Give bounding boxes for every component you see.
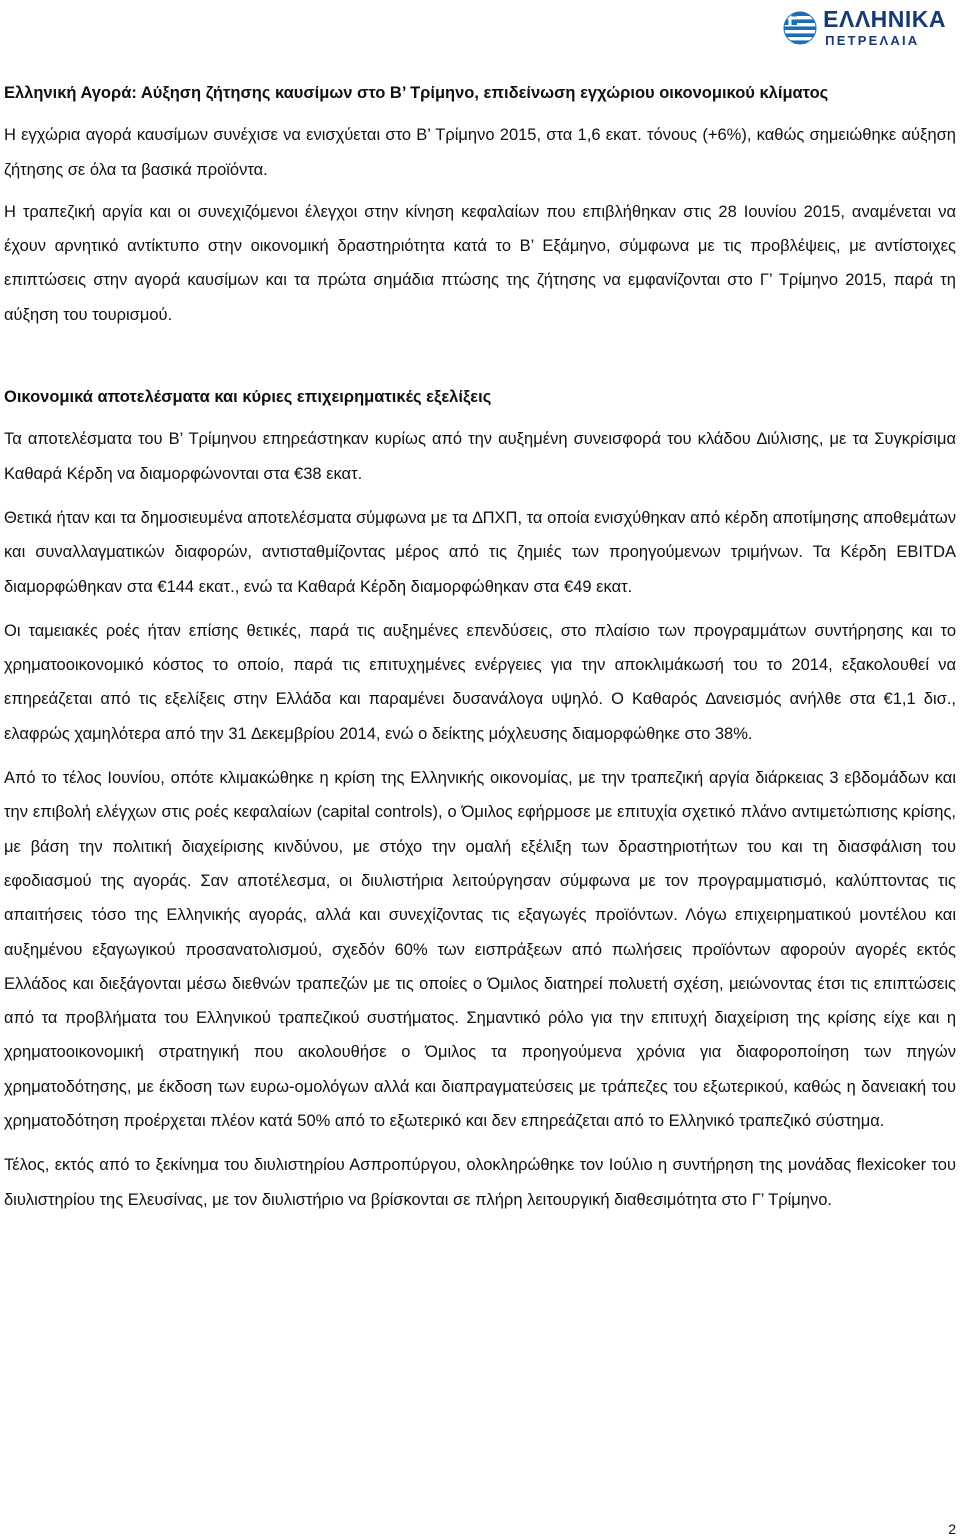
- logo-subtitle: ΠΕΤΡΕΛΑΙΑ: [825, 33, 920, 48]
- section-financial-results: [4, 380, 956, 1217]
- company-logo: [783, 8, 946, 47]
- document-body: [4, 76, 956, 1217]
- paragraph: Η τραπεζική αργία και οι συνεχιζόμενοι έλεγχοι στην κίνηση κεφαλαίων που επιβλήθηκαν στις 28 Ιουνίου 2015, αναμένεται να έχουν αρνητικό αντίκτυπο στην οικονομική δραστηριότητα κατά το Β’ Εξάμηνο, σύμφωνα με τις προβλέψεις, με αντίστοιχες επιπτώσεις στην αγορά καυσίμων και τα πρώτα σημάδια πτώσης της ζήτησης να εμφανίζονται στο Γ’ Τρίμηνο 2015, παρά τη αύξηση του τουρισμού.: [4, 202, 956, 324]
- page-number: 2: [948, 1521, 956, 1537]
- paragraph: Οι ταμειακές ροές ήταν επίσης θετικές, παρά τις αυξημένες επενδύσεις, στο πλαίσιο των προγραμμάτων συντήρησης και το χρηματοοικονομικό κόστος το οποίο, παρά τις επιτυχημένες ενέργειες για την αποκλιμάκωσή του το 2014, εξακολουθεί να επηρεάζεται από τις εξελίξεις στην Ελλάδα και παραμένει δυσανάλογα υψηλό. Ο Καθαρός ∆ανεισμός ανήλθε στα €1,1 δισ., ελαφρώς χαμηλότερα από την 31 ∆εκεμβρίου 2014, ενώ ο δείκτης μόχλευσης διαμορφώθηκε στο 38%.: [4, 621, 956, 743]
- section-heading: Ελληνική Αγορά: Αύξηση ζήτησης καυσίμων στο Β’ Τρίμηνο, επιδείνωση εγχώριου οικονομικού κλίματος: [4, 84, 829, 102]
- paragraph: Η εγχώρια αγορά καυσίμων συνέχισε να ενισχύεται στο Β’ Τρίμηνο 2015, στα 1,6 εκατ. τόνους (+6%), καθώς σημειώθηκε αύξηση ζήτησης σε όλα τα βασικά προϊόντα.: [4, 126, 956, 179]
- paragraph: Από το τέλος Ιουνίου, οπότε κλιμακώθηκε η κρίση της Ελληνικής οικονομίας, με την τραπεζική αργία διάρκειας 3 εβδομάδων και την επιβολή ελέγχων στις ροές κεφαλαίων (capital controls), ο Όμιλος εφήρμοσε με επιτυχία σχετικό πλάνο αντιμετώπισης κρίσης, με βάση την πολιτική διαχείρισης κινδύνου, με στόχο την ομαλή εξέλιξη των δραστηριοτήτων του και τη διασφάλιση του εφοδιασμού της αγοράς. Σαν αποτέλεσμα, οι διυλιστήρια λειτούργησαν σύμφωνα με τον προγραμματισμό, καλύπτοντας τις απαιτήσεις τόσο της Ελληνικής αγοράς, αλλά και συνεχίζοντας τις εξαγωγές προϊόντων. Λόγω επιχειρηματικού μοντέλου και αυξημένου εξαγωγικού προσανατολισμού, σχεδόν 60% των εισπράξεων από πωλήσεις προϊόντων αφορούν αγορές εκτός Ελλάδος και διεξάγονται μέσω διεθνών τραπεζών με τις οποίες ο Όμιλος διατηρεί πολυετή σχέση, μειώνοντας έτσι τις επιπτώσεις από τα προβλήματα του Ελληνικού τραπεζικού συστήματος. Σημαντικό ρόλο για την επιτυχή διαχείριση της κρίσης είχε και η χρηματοοικονομική στρατηγική που ακολουθήσε ο Όμιλος τα προηγούμενα χρόνια για διαφοροποίηση των πηγών χρηματοδότησης, με έκδοση των ευρω-ομολόγων αλλά και διαπραγματεύσεις με τράπεζες του εξωτερικού, καθώς η δανειακή του χρηματοδότηση προέρχεται πλέον κατά 50% από το εξωτερικό και δεν επηρεάζεται από το Ελληνικό τραπεζικό σύστημα.: [4, 769, 956, 1131]
- paragraph: Τα αποτελέσματα του Β’ Τρίμηνου επηρεάστηκαν κυρίως από την αυξημένη συνεισφορά του κλάδου ∆ιύλισης, με τα Συγκρίσιμα Καθαρά Κέρδη να διαμορφώνονται στα €38 εκατ.: [4, 430, 956, 483]
- section-greek-market: [4, 76, 956, 332]
- section-heading: Οικονομικά αποτελέσματα και κύριες επιχειρηματικές εξελίξεις: [4, 388, 492, 407]
- logo-title: ΕΛΛΗΝΙΚΑ: [823, 6, 946, 32]
- paragraph: Θετικά ήταν και τα δημοσιευμένα αποτελέσματα σύμφωνα με τα ∆ΠΧΠ, τα οποία ενισχύθηκαν από κέρδη αποτίμησης αποθεμάτων και συναλλαγματικών διαφορών, αντισταθμίζοντας μέρος από τις ζημιές των προηγούμενων τριμήνων. Τα Κέρδη EBITDA διαμορφώθηκαν στα €144 εκατ., ενώ τα Καθαρά Κέρδη διαμορφώθηκαν στα €49 εκατ.: [4, 508, 956, 596]
- greek-flag-emblem-icon: [783, 11, 817, 45]
- paragraph: Τέλος, εκτός από το ξεκίνημα του διυλιστηρίου Ασπροπύργου, ολοκληρώθηκε τον Ιούλιο η συντήρηση της μονάδας flexicoker του διυλιστηρίου της Ελευσίνας, με τον διυλιστήριο να βρίσκονται σε πλήρη λειτουργική διαθεσιμότητα στο Γ’ Τρίμηνο.: [4, 1156, 956, 1209]
